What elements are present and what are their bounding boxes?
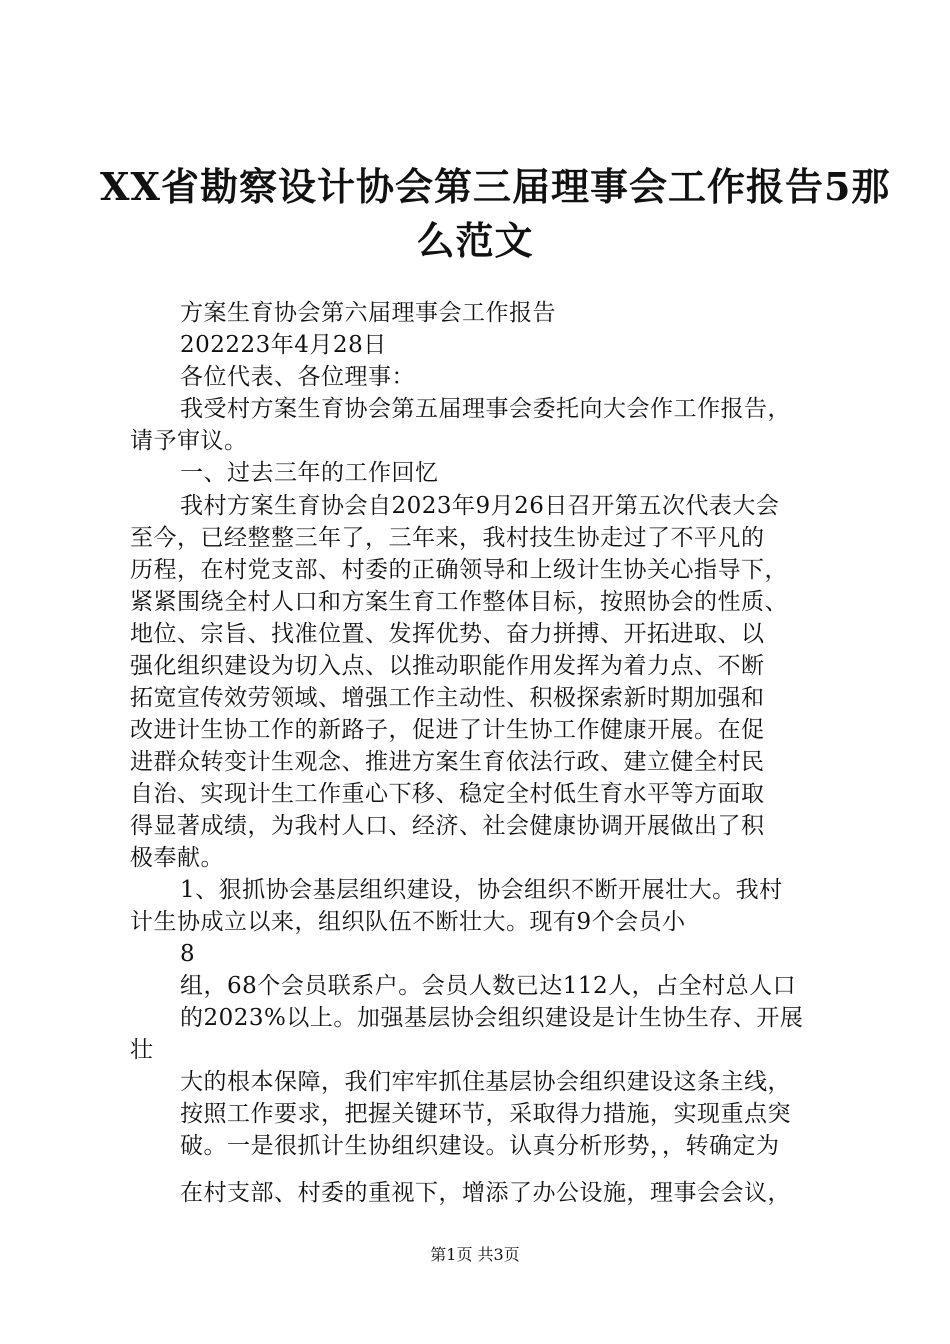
body-line: 按照工作要求，把握关键环节，采取得力措施，实现重点突 <box>180 1101 791 1127</box>
body-line: 计生协成立以来，组织队伍不断壮大。现有9个会员小 <box>130 909 686 935</box>
body-line: 大的根本保障，我们牢牢抓住基层协会组织建设这条主线， <box>180 1069 791 1095</box>
body-line: 202223年4月28日 <box>180 332 387 358</box>
body-line: 历程，在村党支部、村委的正确领导和上级计生协关心指导下， <box>130 557 788 583</box>
body-line: 方案生育协会第六届理事会工作报告 <box>180 300 556 326</box>
body-line: 8 <box>180 941 196 967</box>
body-line: 我受村方案生育协会第五届理事会委托向大会作工作报告， <box>180 396 791 422</box>
body-line: 自治、实现计生工作重心下移、稳定全村低生育水平等方面取 <box>130 781 765 807</box>
document-title-line-1: XX省勘察设计协会第三届理事会工作报告5那 <box>100 164 891 209</box>
body-line: 一、过去三年的工作回忆 <box>180 460 439 486</box>
body-line: 在村支部、村委的重视下，增添了办公设施，理事会会议， <box>180 1180 791 1206</box>
body-line: 壮 <box>130 1037 154 1063</box>
body-line: 我村方案生育协会自2023年9月26日召开第五次代表大会 <box>180 493 780 519</box>
body-line: 组，68个会员联系户。会员人数已达112人，占全村总人口 <box>180 973 797 999</box>
body-line: 极奉献。 <box>130 845 224 871</box>
body-line: 强化组织建设为切入点、以推动职能作用发挥为着力点、不断 <box>130 653 765 679</box>
body-line: 破。一是很抓计生协组织建设。认真分析形势，，转确定为 <box>180 1133 780 1159</box>
page-footer: 第1页 共3页 <box>430 1245 520 1264</box>
body-line: 的2023%以上。加强基层协会组织建设是计生协生存、开展 <box>180 1005 804 1031</box>
body-line: 拓宽宣传效劳领域、增强工作主动性、积极探索新时期加强和 <box>130 685 765 711</box>
body-line: 请予审议。 <box>130 428 248 454</box>
body-line: 各位代表、各位理事： <box>180 364 415 390</box>
body-line: 紧紧围绕全村人口和方案生育工作整体目标，按照协会的性质、 <box>130 589 788 615</box>
document-title-line-2: 么范文 <box>416 218 534 263</box>
body-line: 进群众转变计生观念、推进方案生育依法行政、建立健全村民 <box>130 749 765 775</box>
body-line: 1、狠抓协会基层组织建设，协会组织不断开展壮大。我村 <box>180 877 783 903</box>
body-line: 得显著成绩，为我村人口、经济、社会健康协调开展做出了积 <box>130 813 765 839</box>
body-line: 改进计生协工作的新路子，促进了计生协工作健康开展。在促 <box>130 717 765 743</box>
body-line: 至今，已经整整三年了，三年来，我村技生协走过了不平凡的 <box>130 525 765 551</box>
body-line: 地位、宗旨、找准位置、发挥优势、奋力拼搏、开拓进取、以 <box>130 621 765 647</box>
